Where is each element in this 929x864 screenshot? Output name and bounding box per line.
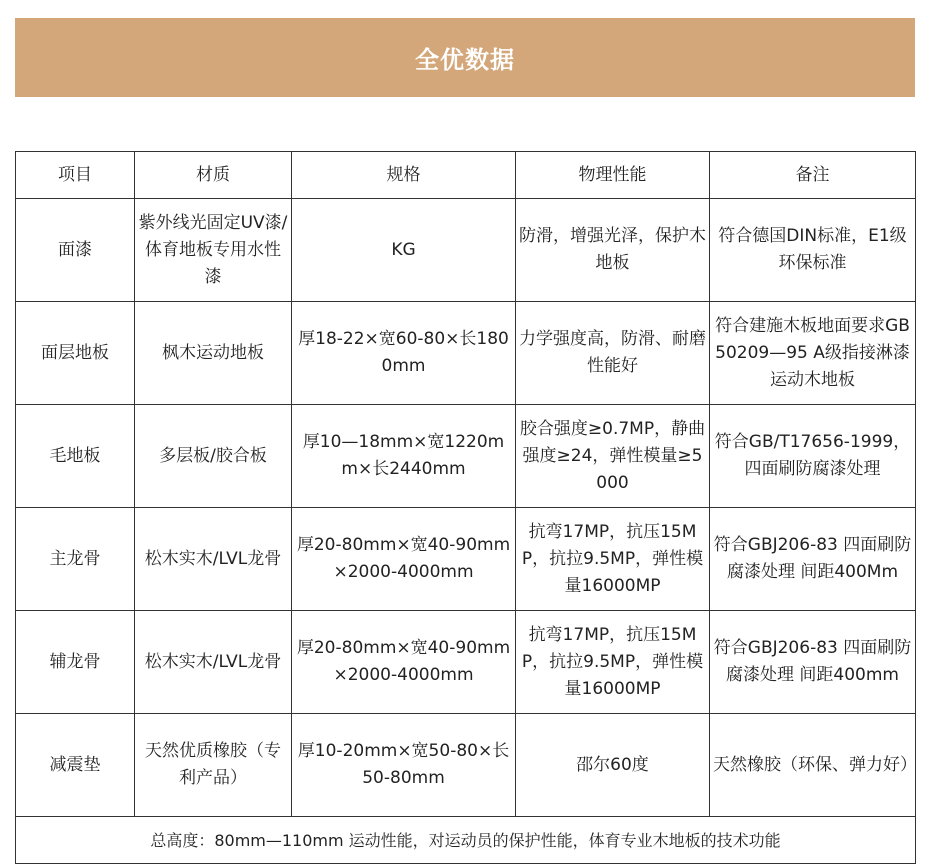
- cell-item: 面漆: [16, 199, 135, 302]
- cell-material: 松木实木/LVL龙骨: [135, 508, 292, 611]
- cell-item: 面层地板: [16, 302, 135, 405]
- cell-remark: 符合GBJ206-83 四面刷防腐漆处理 间距400Mm: [710, 508, 916, 611]
- footer-note: 总高度：80mm—110mm 运动性能，对运动员的保护性能，体育专业木地板的技术功能: [16, 817, 916, 864]
- cell-remark: 符合GBJ206-83 四面刷防腐漆处理 间距400mm: [710, 611, 916, 714]
- cell-remark: 符合建施木板地面要求GB50209—95 A级指接淋漆运动木地板: [710, 302, 916, 405]
- cell-spec: 厚10-20mm×宽50-80×长50-80mm: [292, 714, 516, 817]
- header-physical: 物理性能: [516, 152, 710, 199]
- cell-spec: 厚10—18mm×宽1220mm×长2440mm: [292, 405, 516, 508]
- cell-physical: 抗弯17MP，抗压15MP，抗拉9.5MP，弹性模量16000MP: [516, 508, 710, 611]
- title-banner: [15, 18, 915, 97]
- cell-physical: 胶合强度≥0.7MP，静曲强度≥24，弹性模量≥5000: [516, 405, 710, 508]
- cell-spec: 厚20-80mm×宽40-90mm×2000-4000mm: [292, 611, 516, 714]
- cell-remark: 符合德国DIN标准，E1级环保标准: [710, 199, 916, 302]
- cell-physical: 力学强度高，防滑、耐磨性能好: [516, 302, 710, 405]
- cell-item: 毛地板: [16, 405, 135, 508]
- header-remark: 备注: [710, 152, 916, 199]
- table-row: [16, 508, 916, 611]
- table-footer-row: [16, 817, 916, 864]
- header-item: 项目: [16, 152, 135, 199]
- cell-spec: KG: [292, 199, 516, 302]
- table-row: [16, 302, 916, 405]
- cell-item: 辅龙骨: [16, 611, 135, 714]
- cell-spec: 厚18-22×宽60-80×长1800mm: [292, 302, 516, 405]
- cell-physical: 邵尔60度: [516, 714, 710, 817]
- cell-physical: 防滑，增强光泽，保护木地板: [516, 199, 710, 302]
- table-row: [16, 405, 916, 508]
- cell-material: 天然优质橡胶（专利产品）: [135, 714, 292, 817]
- table-row: [16, 199, 916, 302]
- cell-material: 松木实木/LVL龙骨: [135, 611, 292, 714]
- table-row: [16, 714, 916, 817]
- banner-title: 全优数据: [415, 46, 515, 74]
- cell-item: 减震垫: [16, 714, 135, 817]
- cell-remark: 天然橡胶（环保、弹力好）: [710, 714, 916, 817]
- table-row: [16, 611, 916, 714]
- cell-material: 枫木运动地板: [135, 302, 292, 405]
- cell-material: 多层板/胶合板: [135, 405, 292, 508]
- table-header-row: [16, 152, 916, 199]
- spec-table: [15, 151, 916, 864]
- cell-physical: 抗弯17MP，抗压15MP，抗拉9.5MP，弹性模量16000MP: [516, 611, 710, 714]
- header-spec: 规格: [292, 152, 516, 199]
- cell-remark: 符合GB/T17656-1999， 四面刷防腐漆处理: [710, 405, 916, 508]
- cell-item: 主龙骨: [16, 508, 135, 611]
- cell-spec: 厚20-80mm×宽40-90mm×2000-4000mm: [292, 508, 516, 611]
- cell-material: 紫外线光固定UV漆/体育地板专用水性漆: [135, 199, 292, 302]
- header-material: 材质: [135, 152, 292, 199]
